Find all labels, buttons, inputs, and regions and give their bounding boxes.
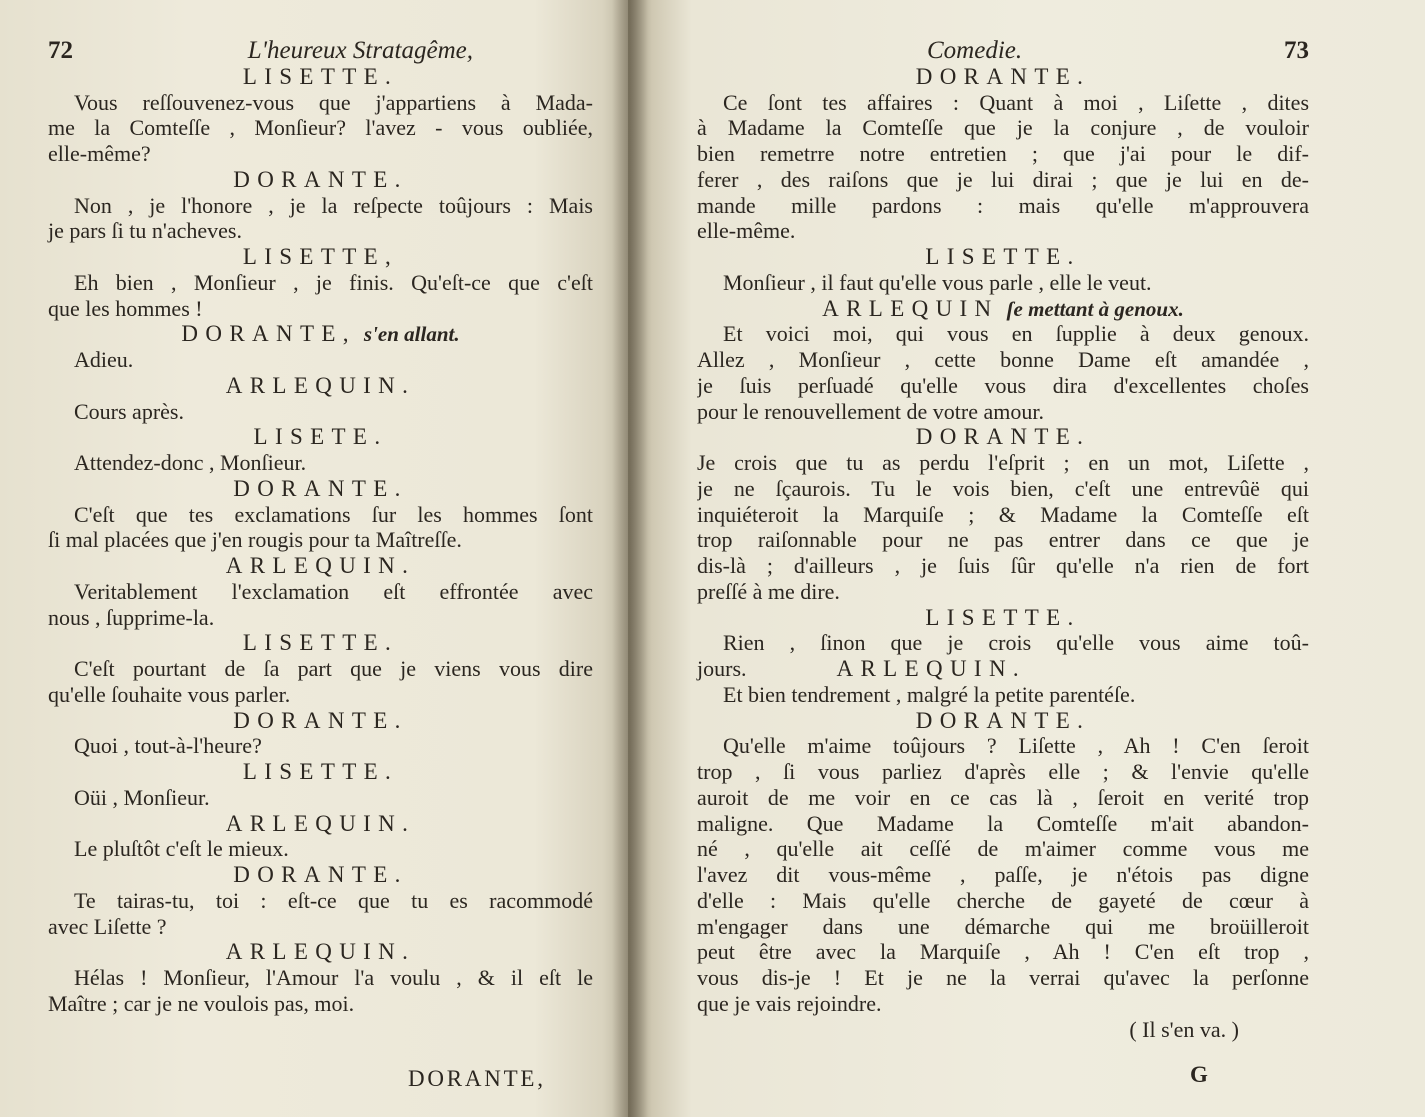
- line-text: Eh bien , Monſieur , je finis. Qu'eſt-ce que c'eſt: [74, 269, 593, 295]
- text-line: [697, 759, 1309, 785]
- line-text: elle-même.: [697, 218, 796, 244]
- running-head: Comedie.: [927, 37, 1023, 64]
- text-line: [697, 836, 1309, 862]
- page-number: 72: [48, 37, 73, 64]
- text-line: [697, 373, 1309, 399]
- text-line: [697, 682, 1309, 708]
- text-line: [697, 811, 1309, 837]
- text-line: [697, 321, 1309, 347]
- text-line: [697, 527, 1309, 553]
- line-text: vous dis-je ! Et je ne la verrai qu'avec la perſonne: [697, 965, 1309, 990]
- speaker-name: [697, 708, 1309, 734]
- line-text: nous , ſupprime-la.: [48, 604, 215, 630]
- line-text: d'elle : Mais qu'elle cherche de gayeté de cœur à: [697, 887, 1309, 913]
- line-text: auroit de me voir en ce cas là , ſeroit en verité trop: [697, 784, 1309, 810]
- line-text: trop raiſonnable pour ne pas entrer dans ce que je: [697, 527, 1309, 553]
- line-text: Hélas ! Monſieur, l'Amour l'a voulu , & il eſt le: [74, 965, 593, 990]
- speaker-name: [48, 244, 593, 270]
- left-text-block: [48, 38, 593, 1017]
- line-text: je ſuis perſuadé qu'elle vous dira d'excellentes choſes: [697, 372, 1309, 398]
- speaker-name: [48, 759, 593, 785]
- line-text: Veritablement l'exclamation eſt effrontée avec: [74, 578, 593, 604]
- speaker-name: [48, 862, 593, 888]
- speaker-label: DORANTE.: [233, 862, 408, 887]
- text-line: [48, 888, 593, 914]
- text-line: [697, 347, 1309, 373]
- text-line: [48, 218, 593, 244]
- speaker-label: DORANTE.: [915, 63, 1091, 89]
- text-line: [697, 991, 1309, 1017]
- speaker-label: DORANTE,: [181, 321, 356, 347]
- line-text: Le pluſtôt c'eſt le mieux.: [74, 836, 289, 862]
- text-line: [48, 733, 593, 759]
- speaker-label: LISETTE.: [925, 604, 1081, 630]
- text-line: [48, 115, 593, 141]
- speaker-label: DORANTE.: [233, 707, 408, 733]
- line-text: Vous reſſouvenez-vous que j'appartiens à Mada-: [74, 89, 593, 115]
- running-header: [48, 38, 593, 64]
- text-line: [48, 991, 593, 1017]
- right-text-block: [697, 38, 1309, 1042]
- catchword: DORANTE,: [408, 1066, 546, 1091]
- text-line: [48, 502, 593, 528]
- text-line: [697, 193, 1309, 219]
- line-text: mande mille pardons : mais qu'elle m'approuvera: [697, 192, 1309, 218]
- text-line: [697, 785, 1309, 811]
- text-line: [697, 965, 1309, 991]
- text-line: [48, 965, 593, 991]
- speaker-name: [697, 296, 1309, 322]
- speaker-label: LISETE.: [253, 424, 388, 450]
- line-text: Et voici moi, qui vous en ſupplie à deux genoux.: [723, 321, 1309, 347]
- speaker-label: LISETTE.: [242, 759, 399, 784]
- right-page: [628, 0, 1425, 1117]
- text-line: [697, 888, 1309, 914]
- text-line: [697, 914, 1309, 940]
- speaker-name: [48, 811, 593, 837]
- speaker-label: ARLEQUIN.: [225, 553, 416, 578]
- line-text: Quoi , tout-à-l'heure?: [74, 733, 262, 759]
- speaker-label: DORANTE.: [915, 707, 1091, 733]
- speaker-label: DORANTE.: [233, 166, 408, 192]
- line-text: peut être avec la Marquiſe , Ah ! C'en eſt trop ,: [697, 939, 1309, 965]
- line-text: maligne. Que Madame la Comteſſe m'ait abandon-: [697, 810, 1309, 836]
- line-text: Et bien tendrement , malgré la petite parentéſe.: [723, 681, 1136, 707]
- line-text: bien remetrre notre entretien ; que j'ai pour le dif-: [697, 141, 1309, 166]
- line-text: Ce ſont tes affaires : Quant à moi , Liſette , dites: [723, 89, 1309, 115]
- line-text: Je crois que tu as perdu l'eſprit ; en un mot, Liſette ,: [697, 450, 1309, 475]
- text-line: [48, 914, 593, 940]
- line-text: jours.: [697, 656, 747, 681]
- speaker-name: [48, 630, 593, 656]
- line-text: Allez , Monſieur , cette bonne Dame eſt amandée ,: [697, 347, 1309, 372]
- text-line: [697, 656, 1309, 682]
- line-text: ( Il s'en va. ): [1129, 1016, 1239, 1042]
- book-gutter: [612, 0, 648, 1117]
- left-lines: [48, 64, 593, 1017]
- line-text: Qu'elle m'aime toûjours ? Liſette , Ah ! C'en ſeroit: [723, 733, 1309, 759]
- text-line: [697, 399, 1309, 425]
- line-text: me la Comteſſe , Monſieur? l'avez - vous oubliée,: [48, 115, 593, 141]
- page-number: 73: [1284, 37, 1309, 64]
- line-text: C'eſt pourtant de ſa part que je viens vous dire: [74, 656, 593, 681]
- running-header: [697, 38, 1309, 64]
- text-line: [697, 553, 1309, 579]
- speaker-label: ARLEQUIN: [822, 295, 999, 321]
- text-line: [697, 733, 1309, 759]
- line-text: m'engager dans une démarche qui me broüilleroit: [697, 913, 1309, 939]
- speaker-label: LISETTE.: [925, 244, 1081, 269]
- speaker-label: DORANTE.: [233, 475, 408, 501]
- text-line: [697, 579, 1309, 605]
- speaker-label: ARLEQUIN.: [225, 810, 416, 836]
- line-text: Rien , ſinon que je crois qu'elle vous aime toû-: [723, 630, 1309, 656]
- text-line: [48, 656, 593, 682]
- stage-direction: s'en allant.: [363, 322, 460, 347]
- text-line: [697, 218, 1309, 244]
- text-line: [48, 450, 593, 476]
- line-text: né , qu'elle ait ceſſé de m'aimer comme vous me: [697, 836, 1309, 862]
- speaker-name: [48, 939, 593, 965]
- speaker-label: DORANTE.: [915, 424, 1091, 450]
- speaker-name: [48, 321, 593, 347]
- text-line: [697, 862, 1309, 888]
- text-line: [697, 270, 1309, 296]
- speaker-name: [48, 424, 593, 450]
- text-line: [697, 1017, 1309, 1043]
- text-line: [697, 141, 1309, 167]
- line-text: preſſé à me dire.: [697, 578, 840, 604]
- speaker-name: [697, 64, 1309, 90]
- line-text: inquiéteroit la Marquiſe ; & Madame la Comteſſe eſt: [697, 501, 1309, 527]
- line-text: que je vais rejoindre.: [697, 990, 882, 1016]
- speaker-label: ARLEQUIN.: [836, 656, 1027, 681]
- text-line: [48, 785, 593, 811]
- line-text: Adieu.: [74, 347, 134, 372]
- speaker-name: [48, 64, 593, 90]
- line-text: Attendez-donc , Monſieur.: [74, 450, 307, 475]
- text-line: [697, 115, 1309, 141]
- speaker-name: [697, 424, 1309, 450]
- line-text: Non , je l'honore , je la reſpecte toûjours : Mais: [74, 192, 593, 218]
- line-text: que les hommes !: [48, 295, 203, 321]
- speaker-label: LISETTE,: [242, 244, 399, 269]
- line-text: à Madame la Comteſſe que je la conjure , de vouloir: [697, 115, 1309, 141]
- line-text: dis-là ; d'ailleurs , je ſuis ſûr qu'elle n'a rien de fort: [697, 553, 1309, 578]
- line-text: Maître ; car je ne voulois pas, moi.: [48, 990, 355, 1016]
- speaker-name: [697, 605, 1309, 631]
- text-line: [48, 399, 593, 425]
- line-text: pour le renouvellement de votre amour.: [697, 398, 1044, 424]
- line-text: elle-même?: [48, 141, 151, 166]
- text-line: [48, 296, 593, 322]
- signature-mark: G: [1190, 1062, 1211, 1087]
- line-text: trop , ſi vous parliez d'après elle ; & l'envie qu'elle: [697, 759, 1309, 784]
- text-line: [697, 476, 1309, 502]
- text-line: [48, 682, 593, 708]
- speaker-label: ARLEQUIN.: [225, 372, 416, 398]
- text-line: [48, 347, 593, 373]
- speaker-name: [48, 373, 593, 399]
- text-line: [697, 502, 1309, 528]
- line-text: je ne ſçaurois. Tu le vois bien, c'eſt une entrevûë qui: [697, 475, 1309, 501]
- text-line: [697, 939, 1309, 965]
- line-text: Monſieur , il faut qu'elle vous parle , elle le veut.: [723, 269, 1152, 295]
- line-text: avec Liſette ?: [48, 913, 167, 939]
- text-line: [48, 836, 593, 862]
- line-text: l'avez dit vous-même , paſſe, je n'étois pas digne: [697, 862, 1309, 887]
- speaker-name: [48, 476, 593, 502]
- text-line: [48, 141, 593, 167]
- line-text: Oüi , Monſieur.: [74, 784, 210, 810]
- line-text: Cours après.: [74, 398, 184, 424]
- text-line: [48, 193, 593, 219]
- line-text: ſi mal placées que j'en rougis pour ta Maîtreſſe.: [48, 527, 462, 553]
- text-line: [697, 450, 1309, 476]
- speaker-name: [48, 708, 593, 734]
- speaker-label: LISETTE.: [242, 630, 399, 656]
- text-line: [697, 167, 1309, 193]
- speaker-name: [48, 553, 593, 579]
- text-line: [48, 90, 593, 116]
- text-line: [697, 630, 1309, 656]
- text-line: [48, 527, 593, 553]
- text-line: [48, 579, 593, 605]
- line-text: ferer , des raiſons que je lui dirai ; que je lui en de-: [697, 166, 1309, 192]
- running-head: L'heureux Stratagême,: [247, 37, 473, 64]
- line-text: je pars ſi tu n'acheves.: [48, 218, 242, 244]
- speaker-label: ARLEQUIN.: [225, 939, 416, 965]
- line-text: Te tairas-tu, toi : eſt-ce que tu es racommodé: [74, 887, 593, 913]
- line-text: qu'elle ſouhaite vous parler.: [48, 681, 291, 707]
- line-text: C'eſt que tes exclamations ſur les hommes ſont: [74, 501, 593, 527]
- left-page: [0, 0, 628, 1117]
- text-line: [48, 605, 593, 631]
- speaker-label: LISETTE.: [242, 63, 399, 89]
- text-line: [697, 90, 1309, 116]
- right-lines: [697, 64, 1309, 1043]
- speaker-name: [48, 167, 593, 193]
- speaker-name: [697, 244, 1309, 270]
- text-line: [48, 270, 593, 296]
- stage-direction: ſe mettant à genoux.: [1006, 296, 1184, 321]
